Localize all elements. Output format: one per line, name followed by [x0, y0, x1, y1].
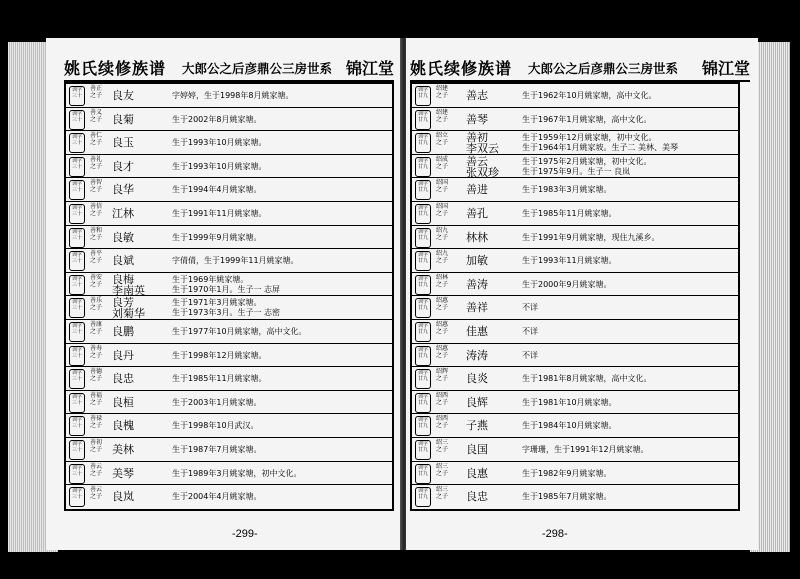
- spouse-description: 生于1973年3月。生子一 志密: [172, 308, 280, 318]
- generation-seal-icon: 训字三十: [69, 369, 85, 389]
- genealogy-row: [412, 273, 738, 297]
- person-description: 生于1999年9月姚家塘。: [172, 232, 262, 242]
- right-page: [406, 38, 758, 550]
- parent-relation: 善安之子: [89, 273, 102, 288]
- parent-relation: 善平之子: [89, 250, 102, 265]
- genealogy-row: [66, 249, 392, 273]
- person-description: 生于1993年10月姚家塘。: [172, 138, 267, 148]
- lineage-subtitle: 大郎公之后彦鼎公三房世系: [528, 62, 679, 76]
- person-name: 良槐: [112, 419, 134, 433]
- spouse-description: 生于1964年1月姚家坡。生子二 美林、美琴: [522, 143, 678, 153]
- person-name: 良国: [466, 442, 488, 456]
- generation-seal-icon: 训字三十: [69, 180, 85, 200]
- person-description: 不详: [522, 350, 538, 360]
- generation-seal-icon: 训字廿九: [415, 204, 431, 224]
- generation-seal-icon: 训字廿九: [415, 440, 431, 460]
- person-name: 良菊: [112, 112, 134, 126]
- person-name: 江林: [112, 206, 134, 220]
- spouse-name: 刘菊华: [112, 307, 145, 321]
- parent-relation: 善初之子: [89, 438, 102, 453]
- generation-seal-icon: 训字三十: [69, 157, 85, 177]
- person-name: 良敏: [112, 230, 134, 244]
- genealogy-row: [412, 320, 738, 344]
- genealogy-row: [66, 273, 392, 297]
- parent-relation: 善和之子: [89, 226, 102, 241]
- person-name: 良友: [112, 89, 134, 102]
- generation-seal-icon: 训字廿九: [415, 322, 431, 342]
- left-page: [46, 38, 402, 550]
- genealogy-row: [412, 178, 738, 202]
- genealogy-row: [412, 249, 738, 273]
- person-name: 佳惠: [466, 324, 488, 338]
- parent-relation: 绍建之子: [435, 108, 448, 123]
- genealogy-row: [412, 108, 738, 132]
- person-name: 善涛: [466, 277, 488, 291]
- person-name: 良玉: [112, 136, 134, 150]
- person-name: 加敏: [466, 254, 488, 268]
- genealogy-row: [412, 344, 738, 368]
- genealogy-table: [64, 82, 394, 511]
- person-description: 生于1985年7月姚家塘。: [522, 492, 612, 502]
- genealogy-row: [412, 202, 738, 226]
- person-description: 生于1981年10月姚家塘。: [522, 397, 617, 407]
- parent-relation: 绍九之子: [435, 226, 448, 241]
- genealogy-row: [66, 320, 392, 344]
- parent-relation: 绍惠之子: [435, 344, 448, 359]
- genealogy-row: [412, 391, 738, 415]
- generation-seal-icon: 训字廿九: [415, 251, 431, 271]
- generation-seal-icon: 训字廿九: [415, 393, 431, 413]
- genealogy-row: [412, 84, 738, 108]
- genealogy-row: [412, 131, 738, 155]
- generation-seal-icon: 训字廿九: [415, 298, 431, 318]
- person-name: 善祥: [466, 301, 488, 315]
- person-description: 生于1984年10月姚家塘。: [522, 421, 617, 431]
- person-name: 美林: [112, 442, 134, 456]
- parent-relation: 善云之子: [89, 462, 102, 477]
- genealogy-row: [66, 438, 392, 462]
- person-name: 善初: [466, 131, 488, 145]
- generation-seal-icon: 训字廿九: [415, 416, 431, 436]
- person-description: 生于1969年姚家塘。: [172, 274, 249, 284]
- person-name: 良鹏: [112, 324, 134, 338]
- person-name: 善云: [466, 154, 488, 168]
- person-description: 字倩倩，生于1999年11月姚家塘。: [172, 256, 299, 266]
- parent-relation: 绍成之子: [435, 155, 448, 170]
- generation-seal-icon: 训字廿九: [415, 487, 431, 507]
- generation-seal-icon: 训字三十: [69, 110, 85, 130]
- person-description: 生于1959年12月姚家塘，初中文化。: [522, 133, 657, 143]
- generation-seal-icon: 训字三十: [69, 487, 85, 507]
- generation-seal-icon: 训字廿九: [415, 346, 431, 366]
- parent-relation: 善义之子: [89, 108, 102, 123]
- person-description: 生于1975年2月姚家塘，初中文化。: [522, 156, 652, 166]
- book-title: 姚氏续修族谱: [410, 59, 513, 78]
- parent-relation: 绍立之子: [435, 132, 448, 147]
- genealogy-row: [412, 438, 738, 462]
- person-name: 善琴: [466, 112, 488, 126]
- person-description: 生于2004年4月姚家塘。: [172, 492, 262, 502]
- person-name: 良岚: [112, 490, 134, 504]
- genealogy-row: [66, 155, 392, 179]
- generation-seal-icon: 训字廿九: [415, 110, 431, 130]
- genealogy-row: [66, 485, 392, 509]
- genealogy-row: [412, 414, 738, 438]
- person-description: 生于1989年3月姚家塘，初中文化。: [172, 468, 302, 478]
- page-header: [64, 56, 394, 82]
- genealogy-row: [412, 462, 738, 486]
- generation-seal-icon: 训字廿九: [415, 157, 431, 177]
- spouse-name: 张双珍: [466, 165, 499, 179]
- person-name: 良炎: [466, 372, 488, 386]
- generation-seal-icon: 训字廿九: [415, 369, 431, 389]
- parent-relation: 绍九之子: [435, 250, 448, 265]
- person-name: 良斌: [112, 254, 134, 268]
- parent-relation: 绍三之子: [435, 486, 448, 501]
- parent-relation: 善正之子: [89, 85, 102, 99]
- generation-seal-icon: 训字廿九: [415, 228, 431, 248]
- generation-seal-icon: 训字三十: [69, 86, 85, 106]
- person-name: 林林: [466, 230, 488, 244]
- parent-relation: 绍建之子: [435, 85, 448, 99]
- person-name: 良惠: [466, 466, 488, 480]
- person-description: 生于1983年3月姚家塘。: [522, 185, 612, 195]
- genealogy-row: [66, 131, 392, 155]
- person-description: 生于1985年11月姚家塘。: [522, 208, 617, 218]
- person-name: 善孔: [466, 206, 488, 220]
- person-name: 良忠: [112, 372, 134, 386]
- person-description: 不详: [522, 303, 538, 313]
- genealogy-row: [66, 108, 392, 132]
- hall-name: 锦江堂: [345, 59, 394, 78]
- parent-relation: 善康之子: [89, 320, 102, 335]
- page-number: -298-: [542, 528, 568, 540]
- person-description: 字婷婷，生于1998年8月姚家塘。: [172, 91, 294, 100]
- generation-seal-icon: 训字三十: [69, 464, 85, 484]
- person-name: 美琴: [112, 466, 134, 480]
- lineage-subtitle: 大郎公之后彦鼎公三房世系: [182, 62, 333, 76]
- person-description: 生于1993年11月姚家塘。: [522, 256, 617, 266]
- genealogy-row: [66, 462, 392, 486]
- person-description: 生于2000年9月姚家塘。: [522, 279, 612, 289]
- person-description: 生于1977年10月姚家塘，高中文化。: [172, 326, 307, 336]
- generation-seal-icon: 训字廿九: [415, 275, 431, 295]
- person-description: 生于1993年10月姚家塘。: [172, 161, 267, 171]
- person-name: 良才: [112, 159, 134, 173]
- person-name: 良忠: [466, 490, 488, 504]
- generation-seal-icon: 训字三十: [69, 204, 85, 224]
- parent-relation: 善智之子: [89, 179, 102, 194]
- parent-relation: 善云之子: [89, 486, 102, 501]
- parent-relation: 善乐之子: [89, 297, 102, 312]
- parent-relation: 绍辉之子: [435, 368, 448, 383]
- person-name: 良芳: [112, 296, 134, 310]
- page-number: -299-: [232, 528, 258, 540]
- generation-seal-icon: 训字廿九: [415, 180, 431, 200]
- genealogy-table: [410, 82, 740, 511]
- genealogy-row: [66, 391, 392, 415]
- genealogy-row: [66, 296, 392, 320]
- parent-relation: 绍惠之子: [435, 297, 448, 312]
- parent-relation: 绍惠之子: [435, 320, 448, 335]
- person-description: 生于1985年11月姚家塘。: [172, 374, 267, 384]
- parent-relation: 绍国之子: [435, 179, 448, 194]
- person-name: 子燕: [466, 419, 488, 433]
- person-name: 良梅: [112, 272, 134, 286]
- spouse-name: 李双云: [466, 142, 499, 156]
- parent-relation: 善福之子: [89, 391, 102, 406]
- hall-name: 锦江堂: [701, 59, 750, 78]
- parent-relation: 善信之子: [89, 202, 102, 217]
- genealogy-row: [412, 226, 738, 250]
- person-name: 涛涛: [466, 348, 488, 362]
- person-description: 生于1991年11月姚家塘。: [172, 208, 267, 218]
- person-description: 生于1982年9月姚家塘。: [522, 468, 612, 478]
- generation-seal-icon: 训字三十: [69, 228, 85, 248]
- person-name: 良华: [112, 183, 134, 197]
- generation-seal-icon: 训字廿九: [415, 86, 431, 106]
- parent-relation: 绍西之子: [435, 415, 448, 430]
- generation-seal-icon: 训字三十: [69, 416, 85, 436]
- person-name: 良丹: [112, 348, 134, 362]
- parent-relation: 绍西之子: [435, 391, 448, 406]
- genealogy-row: [66, 202, 392, 226]
- parent-relation: 善寿之子: [89, 344, 102, 359]
- person-description: 生于1962年10月姚家塘，高中文化。: [522, 91, 657, 100]
- parent-relation: 绍三之子: [435, 438, 448, 453]
- parent-relation: 绍三之子: [435, 462, 448, 477]
- genealogy-row: [66, 344, 392, 368]
- genealogy-row: [66, 178, 392, 202]
- parent-relation: 绍林之子: [435, 273, 448, 288]
- genealogy-row: [66, 367, 392, 391]
- generation-seal-icon: 训字三十: [69, 275, 85, 295]
- person-description: 生于1987年7月姚家塘。: [172, 444, 262, 454]
- parent-relation: 善仁之子: [89, 132, 102, 147]
- spouse-description: 生于1970年1月。生子一 志屏: [172, 284, 280, 294]
- generation-seal-icon: 训字三十: [69, 322, 85, 342]
- generation-seal-icon: 训字三十: [69, 133, 85, 153]
- parent-relation: 善德之子: [89, 368, 102, 383]
- generation-seal-icon: 训字廿九: [415, 464, 431, 484]
- generation-seal-icon: 训字廿九: [415, 133, 431, 153]
- book-title: 姚氏续修族谱: [64, 59, 167, 78]
- person-description: 字珊珊，生于1991年12月姚家塘。: [522, 444, 649, 454]
- person-description: 生于2002年8月姚家塘。: [172, 114, 262, 124]
- person-description: 生于1991年9月姚家塘，现住九溪乡。: [522, 232, 660, 242]
- generation-seal-icon: 训字三十: [69, 251, 85, 271]
- person-description: 不详: [522, 326, 538, 336]
- spouse-description: 生于1975年9月。生子一 良岚: [522, 166, 630, 176]
- spouse-name: 李南英: [112, 283, 145, 297]
- genealogy-row: [412, 485, 738, 509]
- person-name: 良桓: [112, 395, 134, 409]
- person-description: 生于1994年4月姚家塘。: [172, 185, 262, 195]
- person-description: 生于1981年8月姚家塘，高中文化。: [522, 374, 652, 384]
- person-description: 生于1998年10月武汉。: [172, 421, 259, 431]
- person-description: 生于2003年1月姚家塘。: [172, 397, 262, 407]
- generation-seal-icon: 训字三十: [69, 440, 85, 460]
- parent-relation: 绍国之子: [435, 202, 448, 217]
- genealogy-row: [66, 414, 392, 438]
- generation-seal-icon: 训字三十: [69, 298, 85, 318]
- person-description: 生于1971年3月姚家塘。: [172, 298, 262, 308]
- generation-seal-icon: 训字三十: [69, 346, 85, 366]
- person-name: 善志: [466, 89, 488, 102]
- parent-relation: 善禄之子: [89, 415, 102, 430]
- person-name: 善进: [466, 183, 488, 197]
- person-description: 生于1998年12月姚家塘。: [172, 350, 267, 360]
- genealogy-row: [66, 84, 392, 108]
- genealogy-row: [66, 226, 392, 250]
- genealogy-row: [412, 367, 738, 391]
- genealogy-book: [8, 38, 790, 550]
- genealogy-row: [412, 296, 738, 320]
- page-header: [410, 56, 750, 82]
- parent-relation: 善礼之子: [89, 155, 102, 170]
- person-name: 良辉: [466, 395, 488, 409]
- genealogy-row: [412, 155, 738, 179]
- generation-seal-icon: 训字三十: [69, 393, 85, 413]
- person-description: 生于1967年1月姚家塘，高中文化。: [522, 114, 652, 124]
